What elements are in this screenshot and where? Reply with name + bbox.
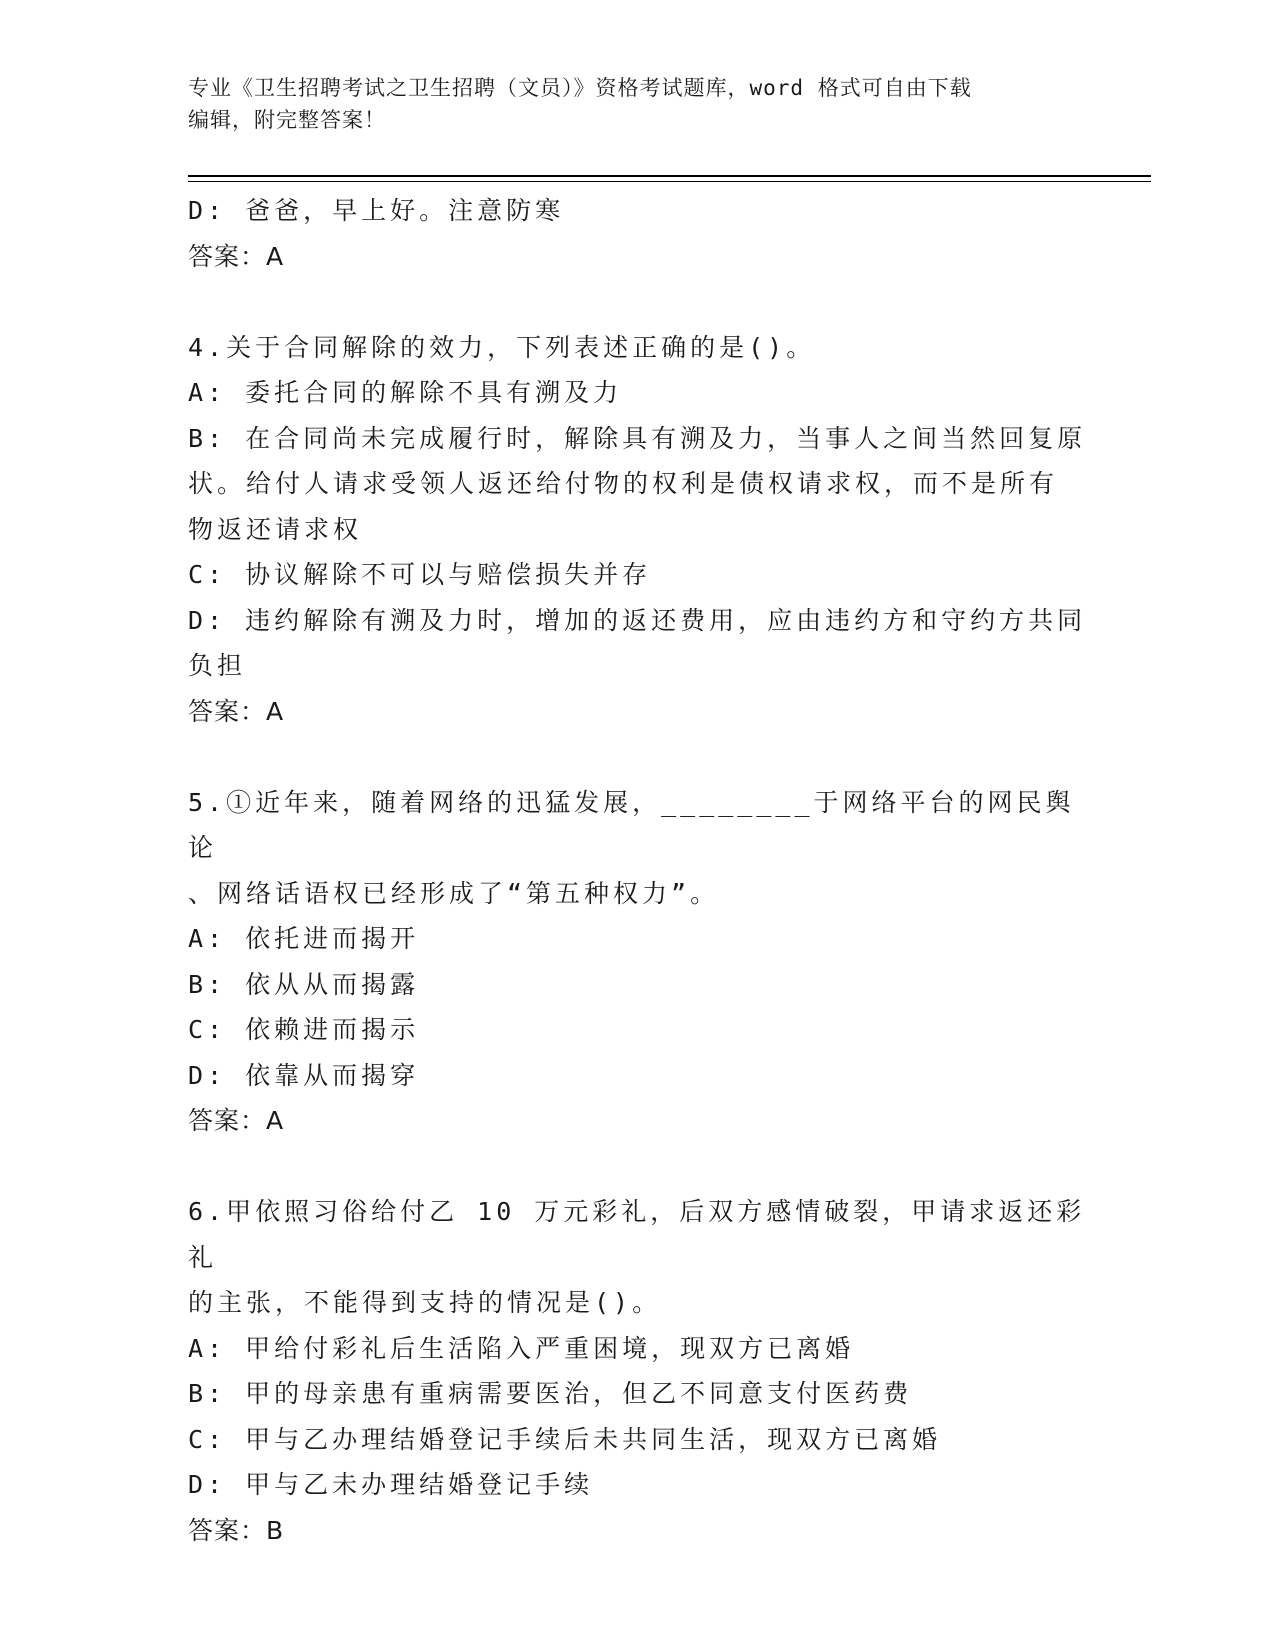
header-divider-thick (188, 175, 1151, 177)
q6-stem-line-1: 6.甲依照习俗给付乙 10 万元彩礼，后双方感情破裂，甲请求返还彩礼 (188, 1197, 1086, 1272)
spacer (188, 734, 1088, 780)
spacer (188, 279, 1088, 325)
q4-option-b-line-2: 状。给付人请求受领人返还给付物的权利是债权请求权，而不是所有 (188, 469, 1059, 498)
header-line-1: 专业《卫生招聘考试之卫生招聘（文员）》资格考试题库，word 格式可自由下载 (188, 76, 972, 100)
question-6 (188, 1189, 1088, 1553)
q3-answer: 答案：A (188, 241, 285, 271)
q6-option-a: A: 甲给付彩礼后生活陷入严重困境，现双方已离婚 (188, 1333, 855, 1363)
q6-answer: 答案：B (188, 1515, 285, 1545)
q4-option-d-line-1: D: 违约解除有溯及力时，增加的返还费用，应由违约方和守约方共同 (188, 605, 1087, 635)
q4-option-b-line-3: 物返还请求权 (188, 514, 363, 544)
q5-option-b: B: 依从从而揭露 (188, 969, 420, 999)
q5-option-c: C: 依赖进而揭示 (188, 1015, 420, 1044)
q6-option-d: D: 甲与乙未办理结婚登记手续 (188, 1470, 594, 1499)
q5-option-a: A: 依托进而揭开 (188, 924, 420, 953)
q5-option-d: D: 依靠从而揭穿 (188, 1060, 420, 1090)
q4-option-d-line-2: 负担 (188, 651, 247, 680)
q6-stem-line-2: 的主张，不能得到支持的情况是()。 (188, 1288, 662, 1317)
spacer (188, 1144, 1088, 1190)
q5-stem-line-2: 、网络话语权已经形成了“第五种权力”。 (188, 878, 720, 908)
q5-stem-line-1: 5.①近年来，随着网络的迅猛发展，________于网络平台的网民舆论 (188, 787, 1075, 862)
q4-option-c: C: 协议解除不可以与赔偿损失并存 (188, 560, 652, 589)
question-5 (188, 780, 1088, 1144)
q4-option-a: A: 委托合同的解除不具有溯及力 (188, 378, 623, 407)
question-3-tail (188, 188, 1088, 279)
q4-option-b-line-1: B: 在合同尚未完成履行时，解除具有溯及力，当事人之间当然回复原 (188, 423, 1087, 453)
q4-answer: 答案：A (188, 696, 285, 726)
q6-option-c: C: 甲与乙办理结婚登记手续后未共同生活，现双方已离婚 (188, 1424, 942, 1454)
header-divider-thin (188, 181, 1151, 182)
q5-answer: 答案：A (188, 1106, 285, 1135)
q6-option-b: B: 甲的母亲患有重病需要医治，但乙不同意支付医药费 (188, 1379, 913, 1408)
q4-stem: 4.关于合同解除的效力，下列表述正确的是()。 (188, 332, 816, 362)
header-line-2: 编辑，附完整答案！ (188, 108, 386, 132)
q3-option-d: D: 爸爸，早上好。注意防寒 (188, 196, 565, 225)
question-list (188, 188, 1088, 1553)
page-header (188, 72, 1088, 136)
question-4 (188, 325, 1088, 735)
